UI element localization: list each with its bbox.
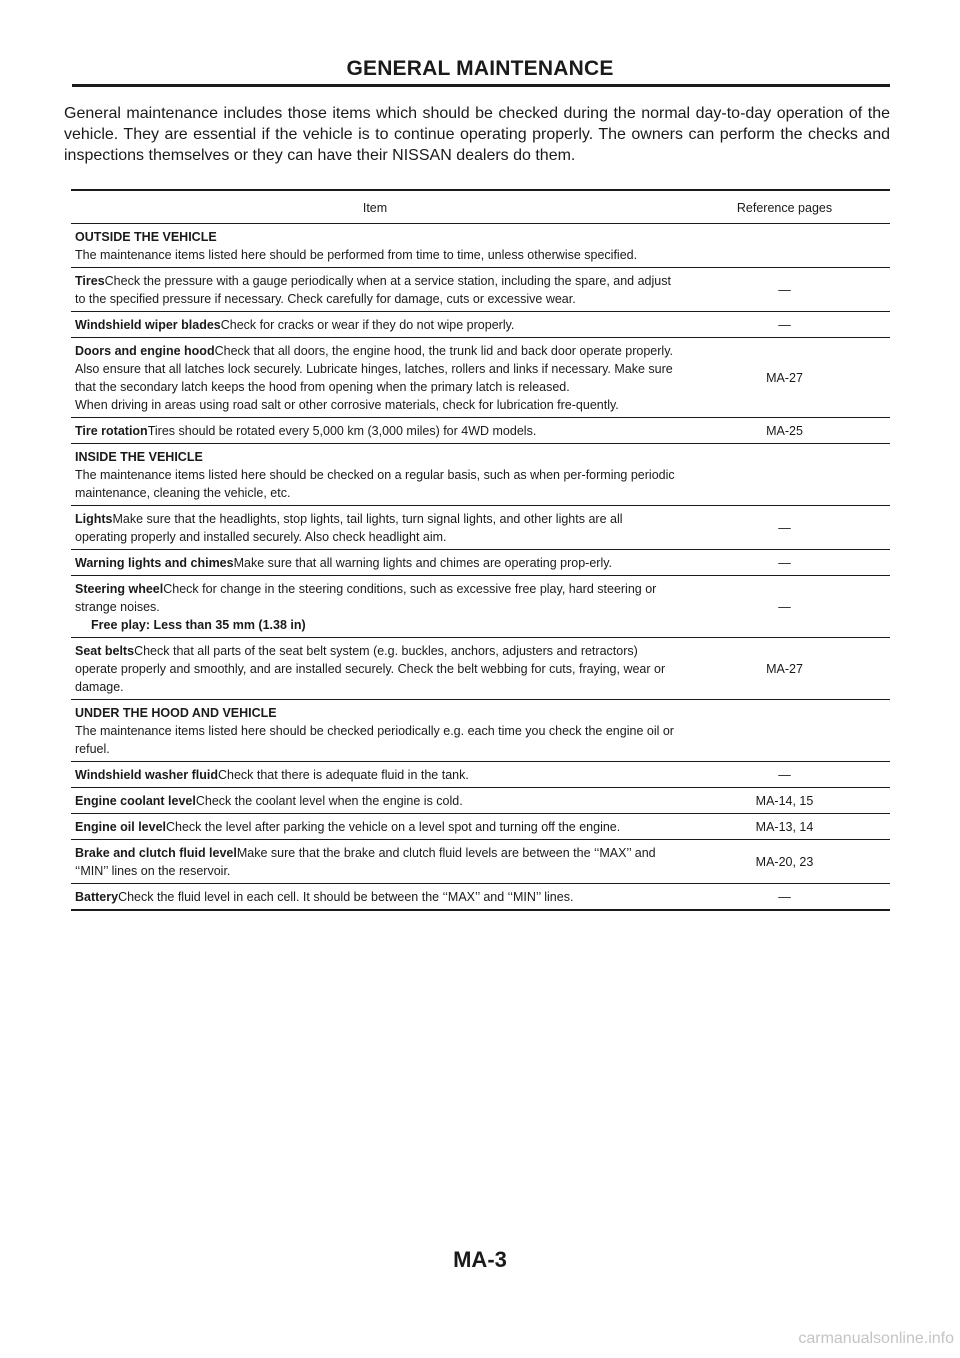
ref-cell: — [679, 762, 890, 788]
ref-cell: MA-25 [679, 418, 890, 444]
item-text: Make sure that the brake and clutch fluid levels are between the ‘‘MAX’’ and ‘‘MIN’’ lines on the reservoir. [75, 846, 656, 878]
item-text: Make sure that the headlights, stop lights, tail lights, turn signal lights, and other lights are all operating properly and installed securely. Also check headlight aim. [75, 512, 623, 544]
item-text: Check for cracks or wear if they do not wipe properly. [220, 318, 515, 332]
item-cell [71, 506, 679, 550]
page-title: GENERAL MAINTENANCE [346, 57, 614, 80]
page-number: MA-3 [453, 1247, 507, 1272]
item-cell [71, 338, 679, 418]
table-row [71, 884, 890, 911]
item-cell [71, 814, 679, 840]
item-label: Lights [75, 512, 113, 526]
item-text: Check the coolant level when the engine is cold. [195, 794, 463, 808]
item-label: Steering wheel [75, 582, 164, 596]
item-text: Check that all doors, the engine hood, the trunk lid and back door operate properly. Also ensure that all latches lock securely. Lubricate hinges, latches, rollers and links if necessary. Make sure that the secondary latch keeps the hood from opening when the primary latch is released. [75, 344, 673, 394]
ref-cell: MA-27 [679, 338, 890, 418]
item-cell [71, 762, 679, 788]
item-text: Check the pressure with a gauge periodically when at a service station, including the spare, and adjust to the specified pressure if necessary. Check carefully for damage, cuts or excessive wear. [75, 274, 671, 306]
section-desc: The maintenance items listed here should be checked on a regular basis, such as when per-forming periodic maintenance, cleaning the vehicle, etc. [75, 468, 675, 500]
section-desc: The maintenance items listed here should be checked periodically e.g. each time you check the engine oil or refuel. [75, 724, 674, 756]
table-row [71, 268, 890, 312]
item-text: Check for change in the steering conditions, such as excessive free play, hard steering or strange noises. [75, 582, 657, 614]
item-label: Battery [75, 890, 119, 904]
item-cell [71, 576, 679, 638]
ref-cell: MA-14, 15 [679, 788, 890, 814]
item-text: Make sure that all warning lights and chimes are operating prop-erly. [233, 556, 613, 570]
item-spec: Free play: Less than 35 mm (1.38 in) [91, 618, 306, 632]
item-label: Seat belts [75, 644, 135, 658]
table-row [71, 576, 890, 638]
ref-cell [679, 700, 890, 762]
ref-cell [679, 224, 890, 268]
item-text-2: When driving in areas using road salt or other corrosive materials, check for lubrication fre-quently. [75, 398, 619, 412]
item-label: Tires [75, 274, 105, 288]
section-heading: OUTSIDE THE VEHICLE [75, 230, 217, 244]
section-heading: INSIDE THE VEHICLE [75, 450, 203, 464]
item-text: Check that there is adequate fluid in the tank. [217, 768, 469, 782]
item-cell [71, 418, 679, 444]
section-outside [71, 224, 679, 268]
ref-cell: — [679, 506, 890, 550]
item-cell [71, 788, 679, 814]
item-label: Windshield wiper blades [75, 318, 221, 332]
item-label: Engine oil level [75, 820, 166, 834]
item-text: Check the level after parking the vehicle on a level spot and turning off the engine. [166, 820, 621, 834]
table-row [71, 418, 890, 444]
ref-cell: MA-13, 14 [679, 814, 890, 840]
item-text: Tires should be rotated every 5,000 km (3,000 miles) for 4WD models. [147, 424, 537, 438]
item-cell [71, 884, 679, 911]
item-label: Warning lights and chimes [75, 556, 234, 570]
item-cell [71, 312, 679, 338]
ref-cell [679, 444, 890, 506]
ref-cell: MA-20, 23 [679, 840, 890, 884]
table-row [71, 312, 890, 338]
item-cell [71, 550, 679, 576]
item-text: Check the fluid level in each cell. It should be between the ‘‘MAX’’ and ‘‘MIN’’ lines. [118, 890, 574, 904]
table-row [71, 444, 890, 506]
maintenance-table [71, 189, 890, 911]
item-label: Tire rotation [75, 424, 148, 438]
section-under [71, 700, 679, 762]
item-cell [71, 268, 679, 312]
item-label: Engine coolant level [75, 794, 196, 808]
table-row [71, 550, 890, 576]
table-row [71, 224, 890, 268]
item-text: Check that all parts of the seat belt system (e.g. buckles, anchors, adjusters and retractors) operate properly and smoothly, and are installed securely. Check the belt webbing for cuts, fraying, wear or damage. [75, 644, 666, 694]
table-header-row [71, 190, 890, 224]
ref-cell: — [679, 312, 890, 338]
ref-cell: — [679, 550, 890, 576]
table-row [71, 638, 890, 700]
table-row [71, 840, 890, 884]
ref-cell: MA-27 [679, 638, 890, 700]
table-row [71, 506, 890, 550]
item-label: Brake and clutch fluid level [75, 846, 237, 860]
table-row [71, 814, 890, 840]
table-row [71, 700, 890, 762]
section-desc: The maintenance items listed here should be performed from time to time, unless otherwise specified. [75, 248, 638, 262]
item-cell [71, 638, 679, 700]
intro-paragraph: General maintenance includes those items which should be checked during the normal day-to-day operation of the vehicle. They are essential if the vehicle is to continue operating properly. The owners can perform the checks and inspections themselves or they can have their NISSAN dealers do them. [64, 105, 890, 164]
ref-cell: — [679, 576, 890, 638]
section-inside [71, 444, 679, 506]
item-label: Windshield washer fluid [75, 768, 218, 782]
header-reference-pages: Reference pages [679, 190, 890, 224]
table-row [71, 338, 890, 418]
title-rule [72, 84, 890, 87]
item-cell [71, 840, 679, 884]
item-label: Doors and engine hood [75, 344, 215, 358]
section-heading: UNDER THE HOOD AND VEHICLE [75, 706, 277, 720]
watermark: carmanualsonline.info [798, 1330, 954, 1347]
ref-cell: — [679, 268, 890, 312]
ref-cell: — [679, 884, 890, 911]
table-row [71, 762, 890, 788]
table-row [71, 788, 890, 814]
header-item: Item [71, 190, 679, 224]
